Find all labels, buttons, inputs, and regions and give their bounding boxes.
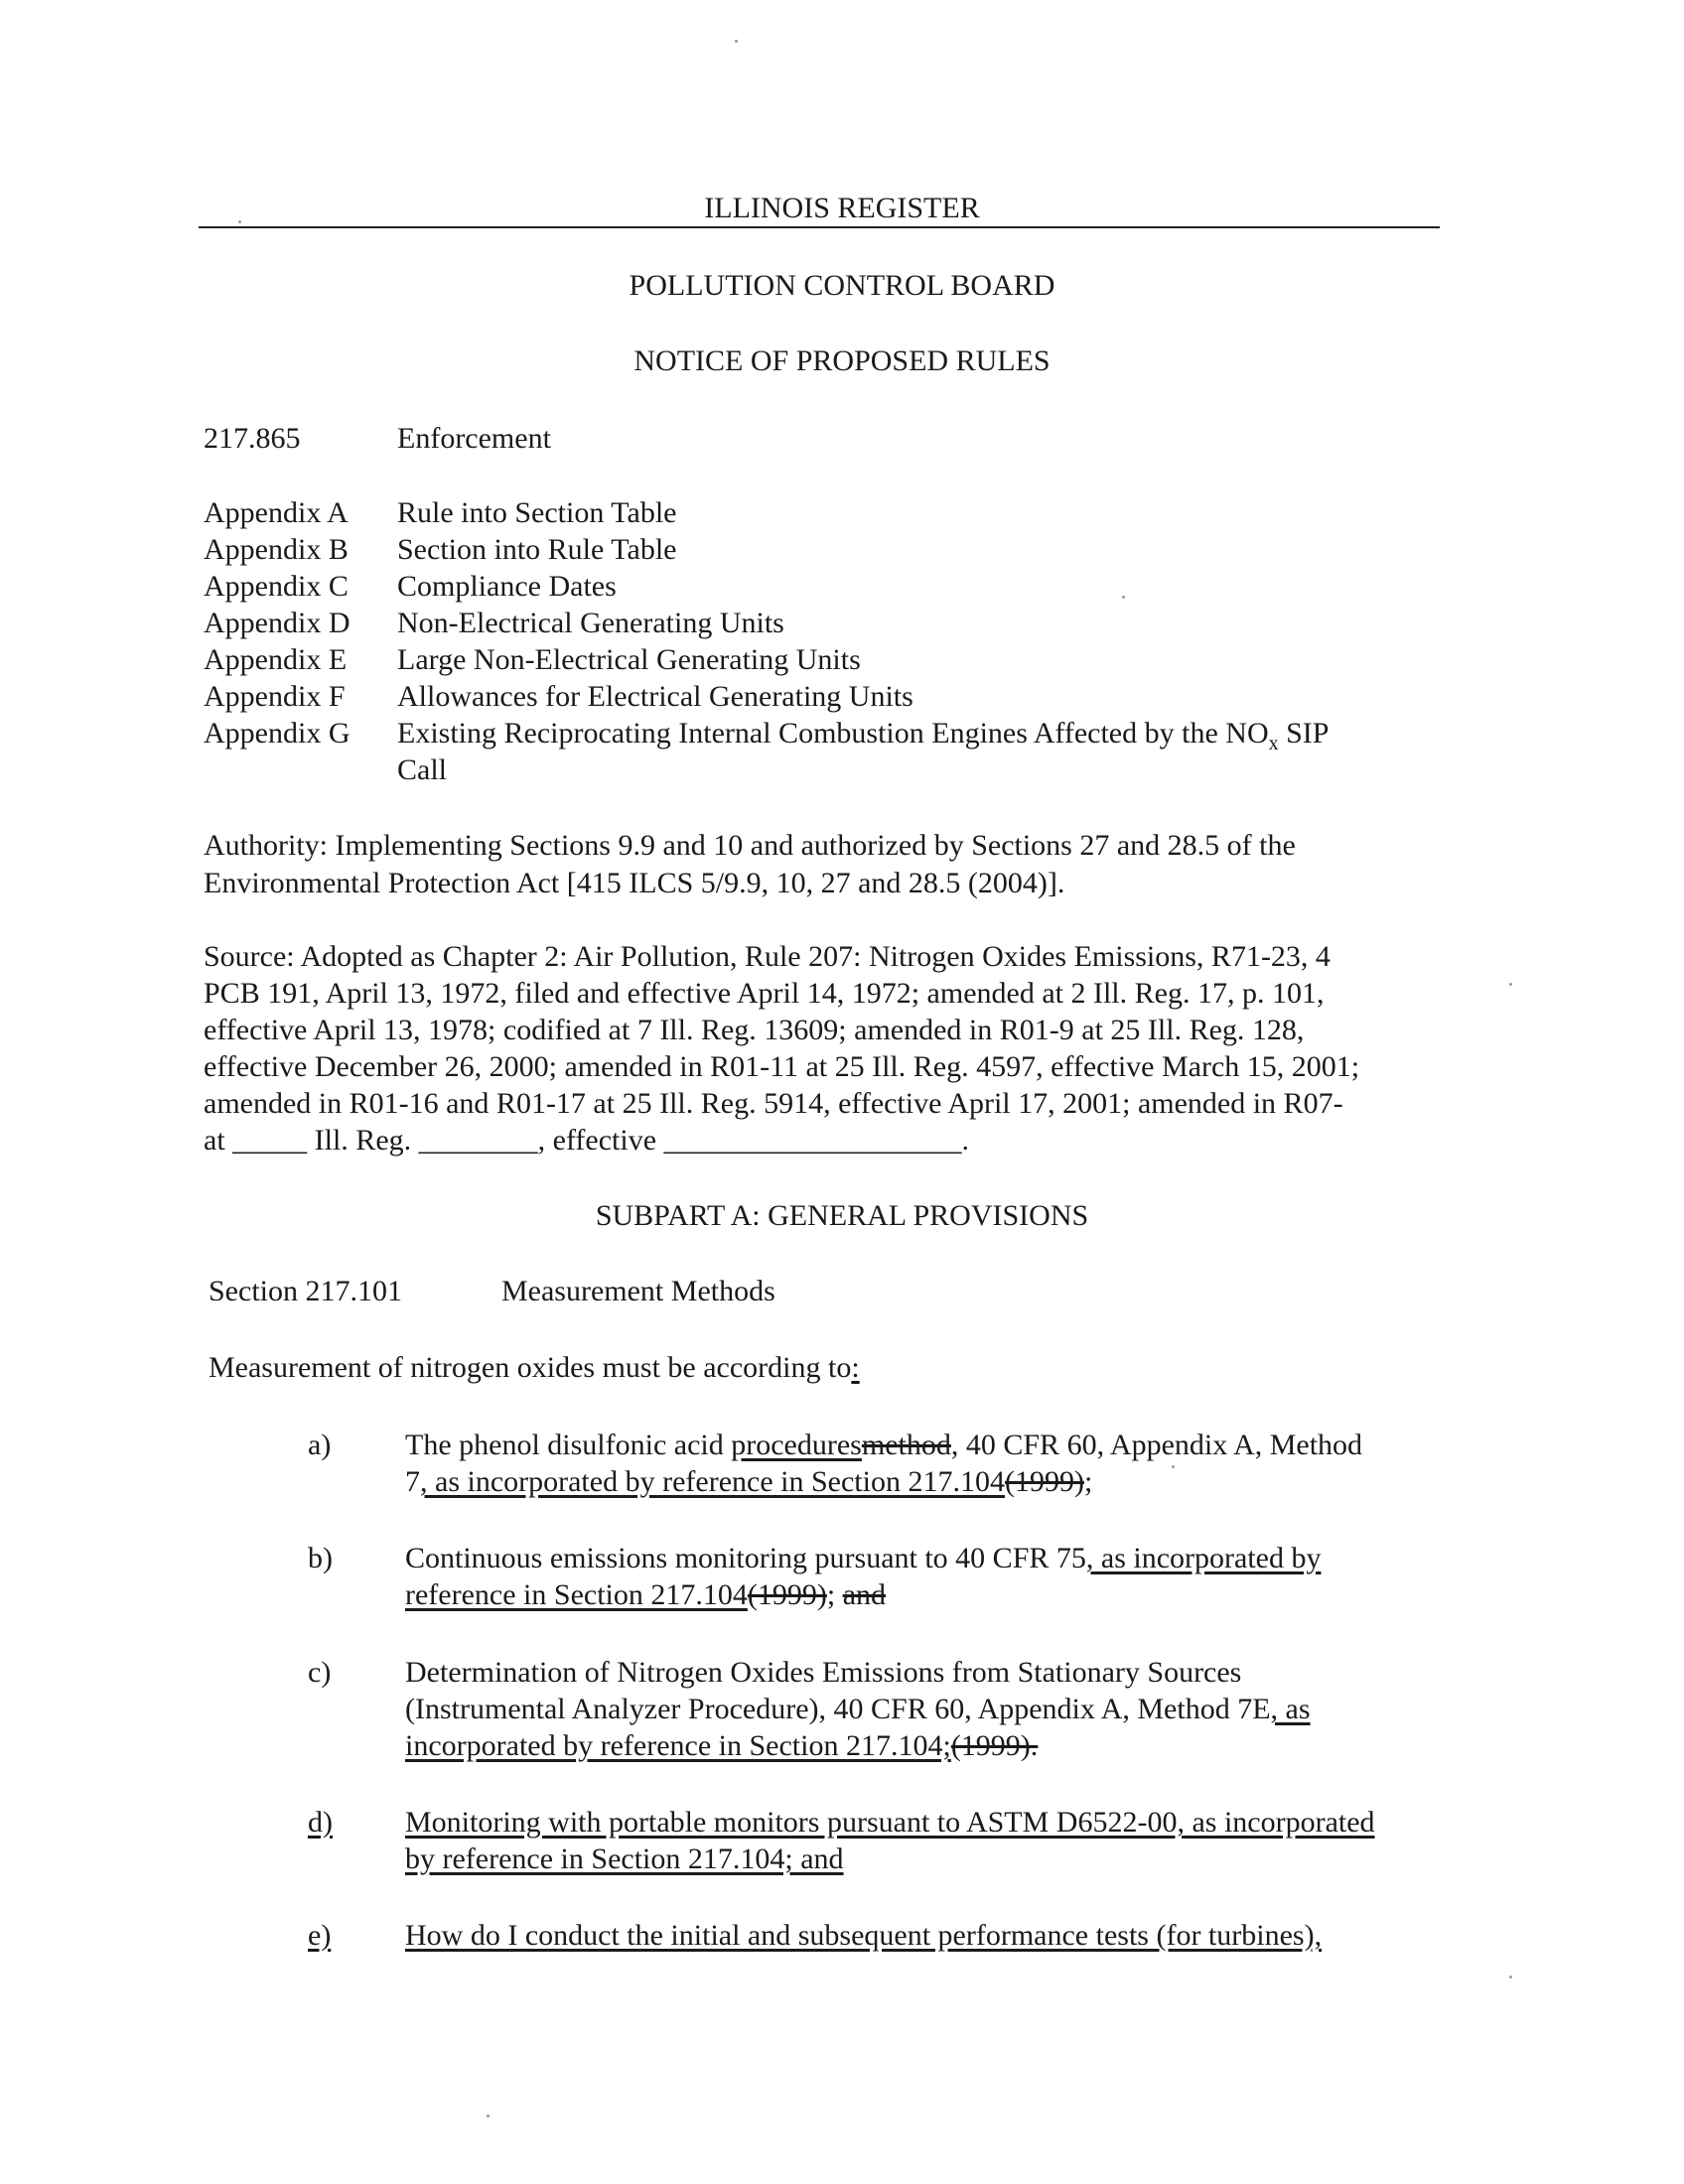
toc-appendix-f-label: Appendix F xyxy=(204,680,346,713)
toc-appendix-b-label: Appendix B xyxy=(204,533,349,566)
item-c-line-1: Determination of Nitrogen Oxides Emissions from Stationary Sources xyxy=(405,1656,1242,1689)
scan-speck xyxy=(1172,1465,1175,1468)
item-a-line-2: 7, as incorporated by reference in Section 217.104(1999); xyxy=(405,1465,1093,1498)
deleted-text: (1999) xyxy=(747,1578,827,1611)
toc-appendix-c-title: Compliance Dates xyxy=(397,570,617,603)
scan-speck xyxy=(238,220,241,223)
toc-appendix-b-title: Section into Rule Table xyxy=(397,533,677,566)
toc-appendix-d-label: Appendix D xyxy=(204,607,351,639)
item-b-line-2: reference in Section 217.104(1999); and xyxy=(405,1578,887,1611)
item-c-line-3 xyxy=(405,1728,1038,1764)
register-title: ILLINOIS REGISTER xyxy=(704,192,980,224)
item-c-label: c) xyxy=(308,1656,332,1689)
inserted-text: , as incorporated by xyxy=(1085,1542,1322,1574)
toc-appendix-g-title: Existing Reciprocating Internal Combustion Engines Affected by the $NO_x$ SIP xyxy=(397,717,1330,754)
section-number: Section 217.101 xyxy=(209,1275,402,1307)
inserted-text: reference in Section 217.104 xyxy=(405,1578,748,1611)
board-title: POLLUTION CONTROL BOARD xyxy=(629,269,1055,302)
subpart-heading: SUBPART A: GENERAL PROVISIONS xyxy=(595,1199,1089,1232)
toc-appendix-g-title-cont: Call xyxy=(397,753,447,786)
header-rule xyxy=(199,226,1440,228)
inserted-text: , as incorporated by reference in Section 217.104 xyxy=(420,1465,1005,1498)
section-title: Measurement Methods xyxy=(501,1275,775,1307)
item-a-line-1: The phenol disulfonic acid proceduresmethod, 40 CFR 60, Appendix A, Method xyxy=(405,1429,1363,1461)
deleted-text: (1999) xyxy=(1004,1465,1084,1498)
authority-line-1: Authority: Implementing Sections 9.9 and 10 and authorized by Sections 27 and 28.5 of the xyxy=(204,829,1296,862)
toc-appendix-c-label: Appendix C xyxy=(204,570,349,603)
source-line-6: at _____ Ill. Reg. ________, effective ____________________. xyxy=(204,1124,970,1157)
item-d-line-2: by reference in Section 217.104; and xyxy=(405,1843,844,1875)
source-line-3: effective April 13, 1978; codified at 7 Ill. Reg. 13609; amended in R01-9 at 25 Ill. Reg. 128, xyxy=(204,1014,1305,1046)
item-e-line-1: How do I conduct the initial and subsequent performance tests (for turbines), xyxy=(405,1919,1323,1952)
source-line-2: PCB 191, April 13, 1972, filed and effective April 14, 1972; amended at 2 Ill. Reg. 17, p. 101, xyxy=(204,977,1325,1010)
deleted-text: and xyxy=(842,1578,887,1611)
item-b-line-1: Continuous emissions monitoring pursuant to 40 CFR 75, as incorporated by xyxy=(405,1542,1322,1574)
scan-speck xyxy=(487,2115,490,2117)
source-line-1: Source: Adopted as Chapter 2: Air Pollution, Rule 207: Nitrogen Oxides Emissions, R71-23, 4 xyxy=(204,940,1331,973)
source-line-5: amended in R01-16 and R01-17 at 25 Ill. Reg. 5914, effective April 17, 2001; amended in R07- xyxy=(204,1087,1343,1120)
item-e-label: e) xyxy=(308,1919,332,1952)
scan-speck xyxy=(1509,1976,1512,1979)
scan-speck xyxy=(735,40,738,43)
section-intro: Measurement of nitrogen oxides must be according to: xyxy=(209,1351,860,1384)
toc-appendix-a-label: Appendix A xyxy=(204,496,349,529)
item-a-label: a) xyxy=(308,1429,332,1461)
toc-appendix-d-title: Non-Electrical Generating Units xyxy=(397,607,784,639)
inserted-text: procedures xyxy=(731,1429,862,1461)
deleted-text: method xyxy=(861,1429,951,1461)
source-line-4: effective December 26, 2000; amended in R01-11 at 25 Ill. Reg. 4597, effective March 15, 2001; xyxy=(204,1050,1360,1083)
toc-appendix-e-title: Large Non-Electrical Generating Units xyxy=(397,643,861,676)
inserted-text: incorporated by reference in Section 217.104; xyxy=(405,1729,951,1762)
deleted-text: (1999). xyxy=(950,1729,1039,1762)
toc-appendix-e-label: Appendix E xyxy=(204,643,348,676)
authority-line-2: Environmental Protection Act [415 ILCS 5/9.9, 10, 27 and 28.5 (2004)]. xyxy=(204,867,1065,899)
toc-enforcement-title: Enforcement xyxy=(397,422,551,455)
item-c-line-2: (Instrumental Analyzer Procedure), 40 CFR 60, Appendix A, Method 7E, as xyxy=(405,1693,1311,1725)
toc-appendix-g-label: Appendix G xyxy=(204,717,351,750)
item-d-line-1: Monitoring with portable monitors pursuant to ASTM D6522-00, as incorporated xyxy=(405,1806,1375,1839)
scan-speck xyxy=(1509,983,1512,986)
notice-title: NOTICE OF PROPOSED RULES xyxy=(633,344,1051,377)
inserted-text: , as xyxy=(1270,1693,1311,1725)
toc-appendix-a-title: Rule into Section Table xyxy=(397,496,677,529)
item-d-label: d) xyxy=(308,1806,333,1839)
scan-speck xyxy=(1122,596,1125,599)
toc-enforcement-number: 217.865 xyxy=(204,422,301,455)
item-b-label: b) xyxy=(308,1542,333,1574)
toc-appendix-f-title: Allowances for Electrical Generating Units xyxy=(397,680,913,713)
